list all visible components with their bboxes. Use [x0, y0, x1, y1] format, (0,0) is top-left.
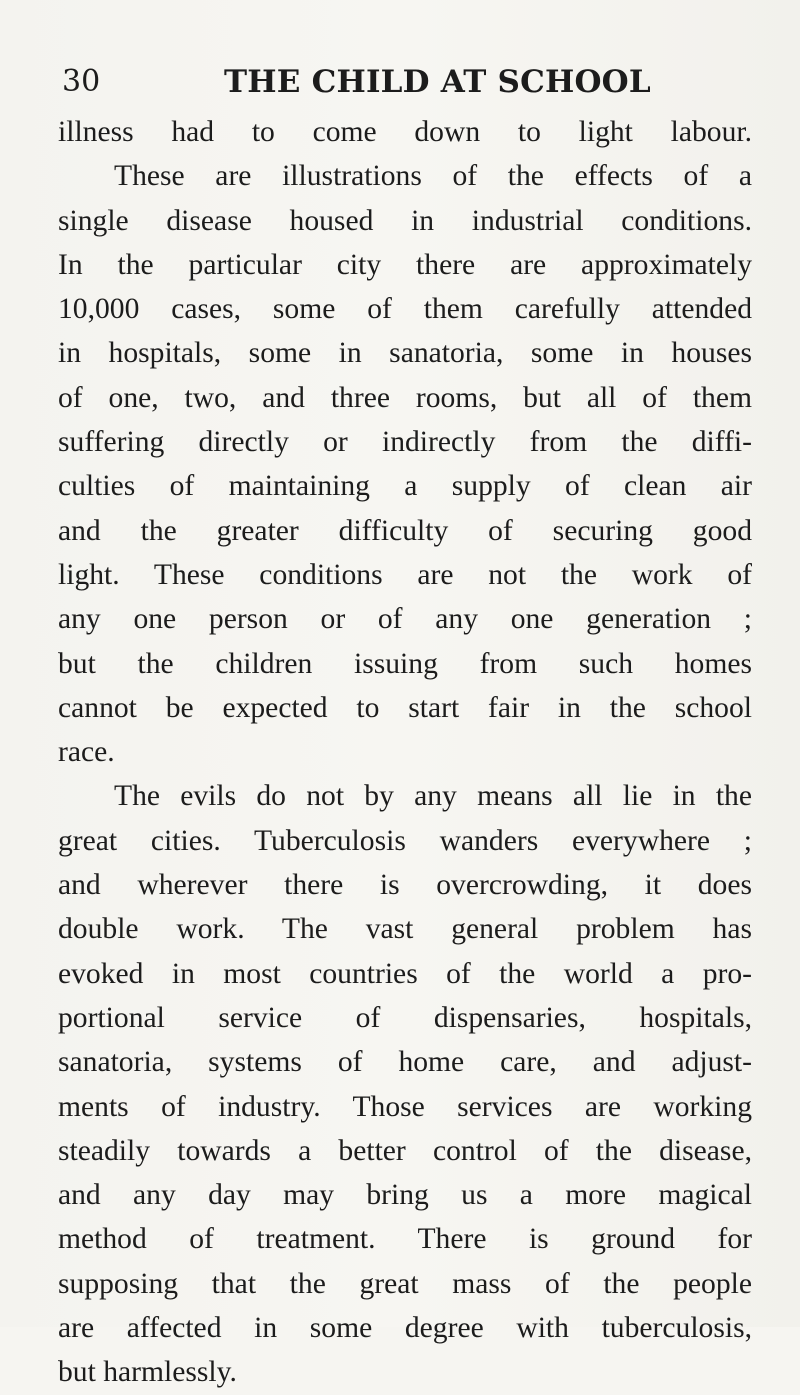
text-line: single disease housed in industrial conditions. [58, 204, 752, 237]
text-line: sanatoria, systems of home care, and adjust- [58, 1046, 752, 1079]
text-line: These are illustrations of the effects of a [114, 160, 752, 193]
text-line: illness had to come down to light labour. [58, 116, 752, 148]
page-header [60, 62, 740, 102]
text-line: any one person or of any one generation ; [58, 603, 752, 636]
text-line: double work. The vast general problem has [58, 913, 752, 946]
text-line: but harmlessly. [58, 1356, 237, 1389]
text-line: of one, two, and three rooms, but all of them [58, 381, 752, 414]
text-line: and wherever there is overcrowding, it does [58, 869, 752, 902]
text-line: method of treatment. There is ground for [58, 1223, 752, 1256]
text-line: 10,000 cases, some of them carefully attended [58, 293, 752, 326]
text-line: but the children issuing from such homes [58, 647, 752, 680]
text-line: In the particular city there are approximately [58, 248, 752, 281]
text-line: portional service of dispensaries, hospitals, [58, 1001, 752, 1034]
text-line: and any day may bring us a more magical [58, 1179, 752, 1212]
page-number: 30 [62, 64, 101, 99]
text-line: culties of maintaining a supply of clean air [58, 470, 752, 503]
text-line: ments of industry. Those services are working [58, 1090, 752, 1123]
text-line: great cities. Tuberculosis wanders everywhere ; [58, 824, 752, 857]
text-line: steadily towards a better control of the disease, [58, 1134, 752, 1167]
text-line: The evils do not by any means all lie in the [114, 780, 752, 813]
text-line: light. These conditions are not the work of [58, 558, 752, 591]
text-line: evoked in most countries of the world a pro- [58, 957, 752, 990]
running-head: THE CHILD AT SCHOOL [224, 64, 651, 100]
text-line: suffering directly or indirectly from the diffi- [58, 426, 752, 459]
text-line: and the greater difficulty of securing good [58, 514, 752, 547]
text-line: in hospitals, some in sanatoria, some in houses [58, 337, 752, 370]
text-line: are affected in some degree with tuberculosis, [58, 1312, 752, 1345]
text-line: race. [58, 736, 115, 769]
body-text [58, 110, 752, 1395]
text-line: cannot be expected to start fair in the school [58, 691, 752, 724]
text-line: supposing that the great mass of the people [58, 1267, 752, 1300]
